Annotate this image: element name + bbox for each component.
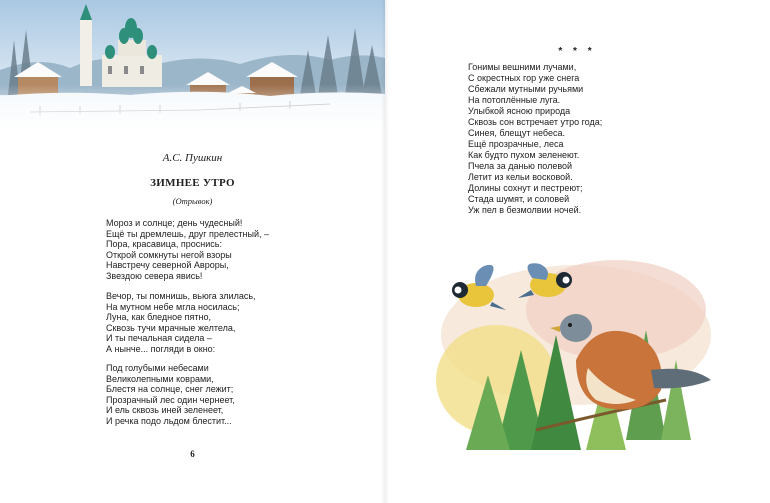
spring-poem — [468, 62, 602, 216]
poem-line: Навстречу северной Авроры, — [106, 260, 229, 271]
poem-line: Под голубыми небесами — [106, 363, 209, 373]
poem-line: И ель сквозь иней зеленеет, — [106, 405, 224, 416]
poem-line: Ещё прозрачные, леса — [468, 139, 564, 149]
poem-subtitle: (Отрывок) — [172, 196, 213, 206]
poem-line: Великолепными коврами, — [106, 373, 214, 384]
poem-line: Сквозь тучи мрачные желтела, — [106, 322, 236, 333]
poem-line: Прозрачный лес один чернеет, — [106, 394, 235, 405]
poem-line: Синея, блещут небеса. — [468, 128, 565, 138]
poem-line: Мороз и солнце; день чудесный! — [106, 218, 243, 228]
poem-line: Открой сомкнуты негой взоры — [106, 249, 232, 260]
poem-line: На мутном небе мгла носилась; — [106, 301, 240, 312]
poem-line: Стада шумят, и соловей — [468, 194, 570, 204]
poem-line: Звездою севера явись! — [106, 270, 203, 281]
stanza-3 — [106, 363, 235, 427]
poem-line: Вечор, ты помнишь, вьюга злилась, — [106, 291, 256, 301]
right-page — [385, 0, 770, 503]
poem-line: А нынче... погляди в окно: — [106, 343, 216, 354]
poem-line: Луна, как бледное пятно, — [106, 312, 211, 323]
poem-line: Пора, красавица, проснись: — [106, 239, 222, 250]
birds-on-spring-branches-icon — [436, 240, 716, 455]
poem-line: Летит из кельи восковой. — [468, 172, 573, 182]
poem-line: Пчела за данью полевой — [468, 161, 573, 171]
poem-line: С окрестных гор уже снега — [468, 73, 580, 83]
poem-line: Ещё ты дремлешь, друг прелестный, – — [106, 228, 269, 239]
book-gutter — [381, 0, 389, 503]
poem-line: Улыбкой ясною природа — [468, 106, 571, 116]
poem-line: Блестя на солнце, снег лежит; — [106, 384, 234, 395]
poem-line: И речка подо льдом блестит... — [106, 415, 232, 426]
page-number: 6 — [190, 449, 195, 459]
stanza-2 — [106, 291, 256, 355]
poem-line: Сбежали мутными ручьями — [468, 84, 584, 94]
stanza-1 — [106, 218, 269, 282]
poem-line: И ты печальная сидела – — [106, 333, 212, 344]
poem-title: ЗИМНЕЕ УТРО — [150, 177, 235, 189]
poem-author: А.С. Пушкин — [162, 152, 223, 164]
poem-line: Сквозь сон встречает утро года; — [468, 117, 603, 127]
poem-line: Уж пел в безмолвии ночей. — [468, 205, 582, 215]
poem-line: Как будто пухом зеленеют. — [468, 150, 580, 160]
poem-separator: * * * — [558, 46, 596, 57]
winter-village-church-icon — [0, 0, 385, 130]
poem-line: Гонимы вешними лучами, — [468, 62, 577, 72]
poem-line: Долины сохнут и пестреют; — [468, 183, 583, 193]
poem-line: На потоплённые луга. — [468, 95, 561, 105]
